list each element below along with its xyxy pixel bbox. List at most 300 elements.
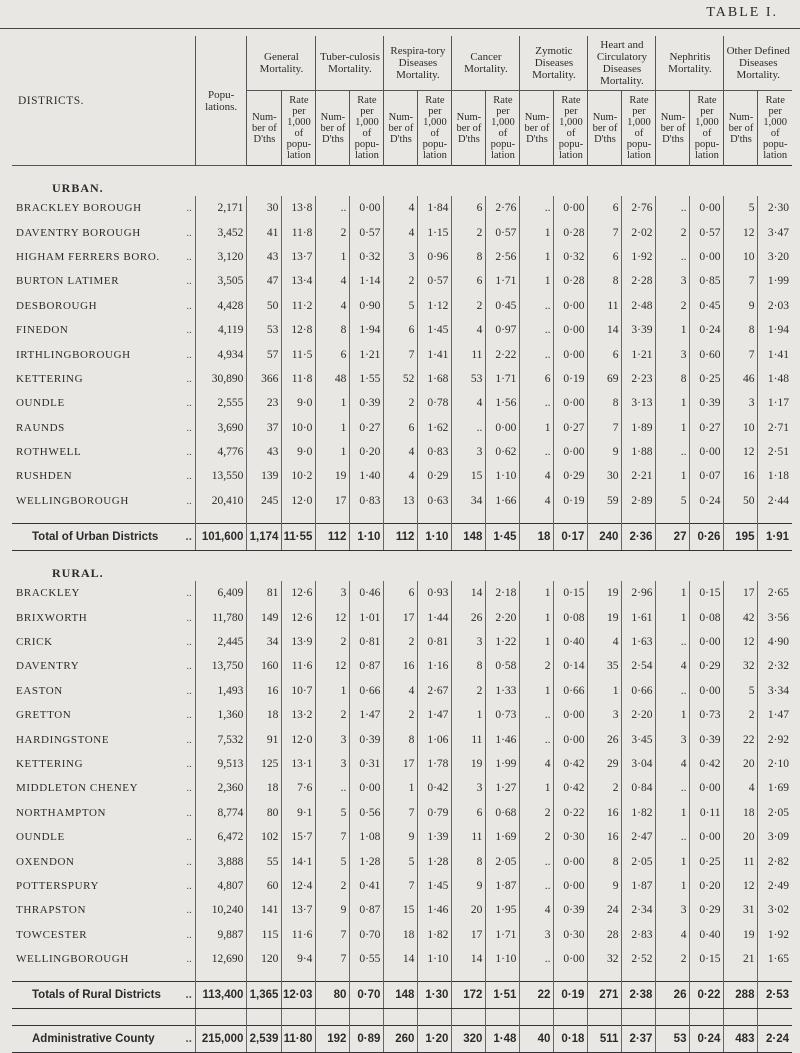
rate-cell: 2·76 (486, 196, 520, 220)
rate-cell: 0·32 (350, 245, 384, 269)
deaths-cell: 8 (656, 367, 690, 391)
rate-cell: 2·65 (758, 581, 792, 605)
district-name: POTTERSPURY .. (16, 879, 192, 892)
district-name: THRAPSTON .. (16, 904, 192, 917)
deaths-cell: 53 (247, 318, 282, 342)
rate-cell: 10·2 (282, 464, 316, 488)
deaths-cell: 40 (520, 1026, 554, 1053)
deaths-cell: 22 (520, 982, 554, 1009)
rate-cell: 0·11 (690, 801, 724, 825)
rate-cell: 2·52 (622, 947, 656, 971)
deaths-cell: 260 (384, 1026, 418, 1053)
deaths-cell: .. (656, 630, 690, 654)
rate-cell: 0·39 (350, 391, 384, 415)
deaths-cell: 34 (247, 630, 282, 654)
deaths-cell: 19 (452, 752, 486, 776)
rate-cell: 0·55 (350, 947, 384, 971)
rate-cell: 0·78 (418, 391, 452, 415)
table-row (12, 776, 792, 800)
table-row (12, 654, 792, 678)
deaths-cell: 16 (724, 464, 758, 488)
rate-cell: 2·28 (622, 269, 656, 293)
deaths-cell: 9 (316, 898, 350, 922)
deaths-cell: 5 (316, 801, 350, 825)
rate-cell: 11·80 (282, 1026, 316, 1053)
rate-cell: 0·27 (690, 416, 724, 440)
deaths-cell: 30 (588, 464, 622, 488)
rate-cell: 0·83 (350, 489, 384, 513)
district-name: WELLINGBOROUGH .. (16, 953, 192, 966)
rate-cell: 1·06 (418, 727, 452, 751)
deaths-cell: 3 (384, 245, 418, 269)
deaths-cell: 4 (588, 630, 622, 654)
deaths-cell: 6 (452, 269, 486, 293)
rate-cell: 0·39 (554, 898, 588, 922)
deaths-cell: 6 (384, 318, 418, 342)
deaths-cell: 3 (316, 752, 350, 776)
deaths-cell: 1 (316, 440, 350, 464)
deaths-cell: 240 (588, 524, 622, 551)
rate-cell: 0·39 (690, 727, 724, 751)
rate-cell: 2·49 (758, 874, 792, 898)
deaths-cell: 91 (247, 727, 282, 751)
rate-cell: 2·53 (758, 982, 792, 1009)
deaths-cell: 5 (724, 679, 758, 703)
rate-cell: 0·66 (350, 679, 384, 703)
deaths-cell: 17 (384, 752, 418, 776)
deaths-cell: 1 (656, 581, 690, 605)
deaths-cell: 69 (588, 367, 622, 391)
deaths-cell: .. (316, 196, 350, 220)
rate-cell: 2·34 (622, 898, 656, 922)
rate-cell: 11·2 (282, 294, 316, 318)
deaths-cell: 6 (520, 367, 554, 391)
rate-cell: 0·20 (350, 440, 384, 464)
rate-cell: 1·62 (418, 416, 452, 440)
deaths-cell: 14 (452, 947, 486, 971)
rate-cell: 1·27 (486, 776, 520, 800)
districts-header: DISTRICTS. (12, 36, 195, 166)
district-name: WELLINGBOROUGH .. (16, 494, 192, 507)
rate-cell: 0·00 (690, 440, 724, 464)
deaths-cell: 1,174 (247, 524, 282, 551)
deaths-cell: 32 (588, 947, 622, 971)
rate-cell: 13·8 (282, 196, 316, 220)
rate-cell: 1·14 (350, 269, 384, 293)
deaths-cell: 8 (588, 849, 622, 873)
group-header: Other Defined Diseases Mortality. (724, 36, 792, 91)
deaths-cell: 1 (656, 874, 690, 898)
deaths-cell: 9 (452, 874, 486, 898)
deaths-cell: 19 (724, 923, 758, 947)
table-row (12, 196, 792, 220)
population-cell: 4,428 (195, 294, 247, 318)
rate-cell: 0·29 (418, 464, 452, 488)
deaths-cell: 3 (316, 581, 350, 605)
deaths-cell: 9 (588, 874, 622, 898)
district-name: RAUNDS .. (16, 421, 192, 434)
district-name: BRACKLEY BOROUGH .. (16, 202, 192, 215)
rate-cell: 0·30 (554, 825, 588, 849)
deaths-cell: 5 (724, 196, 758, 220)
rate-cell: 1·56 (486, 391, 520, 415)
rate-cell: 0·40 (554, 630, 588, 654)
deaths-cell: 17 (316, 489, 350, 513)
rate-cell: 1·08 (350, 825, 384, 849)
rate-cell: 0·63 (418, 489, 452, 513)
deaths-cell: 2 (588, 776, 622, 800)
deaths-cell: 43 (247, 245, 282, 269)
deaths-cell: 2 (452, 679, 486, 703)
deaths-cell: 245 (247, 489, 282, 513)
deaths-cell: 2 (384, 269, 418, 293)
deaths-cell: 3 (520, 923, 554, 947)
deaths-cell: 1 (656, 464, 690, 488)
rate-cell: 0·39 (690, 391, 724, 415)
population-cell: 13,550 (195, 464, 247, 488)
deaths-cell: 125 (247, 752, 282, 776)
deaths-cell: 1 (316, 245, 350, 269)
num-deaths-header: Num-ber of D'ths (247, 91, 282, 166)
district-name: OUNDLE .. (16, 831, 192, 844)
rate-cell: 0·15 (690, 581, 724, 605)
deaths-cell: 8 (724, 318, 758, 342)
rate-cell: 2·76 (622, 196, 656, 220)
rate-cell: 0·07 (690, 464, 724, 488)
rate-cell: 3·02 (758, 898, 792, 922)
num-deaths-header: Num-ber of D'ths (452, 91, 486, 166)
population-cell: 3,120 (195, 245, 247, 269)
rate-cell: 0·97 (486, 318, 520, 342)
rate-cell: 3·39 (622, 318, 656, 342)
deaths-cell: 288 (724, 982, 758, 1009)
rate-cell: 1·28 (350, 849, 384, 873)
rate-cell: 0·00 (690, 196, 724, 220)
deaths-cell: 20 (452, 898, 486, 922)
deaths-cell: 1 (656, 416, 690, 440)
rate-cell: 12·03 (282, 982, 316, 1009)
deaths-cell: 112 (316, 524, 350, 551)
rate-cell: 9·4 (282, 947, 316, 971)
population-cell: 20,410 (195, 489, 247, 513)
rate-cell: 1·48 (758, 367, 792, 391)
deaths-cell: 28 (588, 923, 622, 947)
deaths-cell: 9 (384, 825, 418, 849)
table-row (12, 752, 792, 776)
rate-cell: 0·56 (350, 801, 384, 825)
rate-cell: 0·70 (350, 923, 384, 947)
rate-cell: 12·0 (282, 727, 316, 751)
deaths-cell: 1 (316, 679, 350, 703)
rate-cell: 1·45 (486, 524, 520, 551)
rate-cell: 2·82 (758, 849, 792, 873)
deaths-cell: 19 (588, 581, 622, 605)
deaths-cell: 13 (384, 489, 418, 513)
rate-cell: 1·10 (418, 524, 452, 551)
rate-cell: 0·93 (418, 581, 452, 605)
district-name: RUSHDEN .. (16, 470, 192, 483)
rate-cell: 4·90 (758, 630, 792, 654)
deaths-cell: 24 (588, 898, 622, 922)
rate-cell: 0·28 (554, 269, 588, 293)
table-row (12, 825, 792, 849)
rate-cell: 2·71 (758, 416, 792, 440)
deaths-cell: 11 (452, 727, 486, 751)
district-name: NORTHAMPTON .. (16, 806, 192, 819)
rate-cell: 1·99 (758, 269, 792, 293)
deaths-cell: 3 (452, 440, 486, 464)
deaths-cell: 2 (316, 220, 350, 244)
rate-cell: 0·39 (350, 727, 384, 751)
deaths-cell: 1 (656, 849, 690, 873)
rate-cell: 0·83 (418, 440, 452, 464)
deaths-cell: 6 (452, 801, 486, 825)
deaths-cell: 271 (588, 982, 622, 1009)
rate-cell: 1·44 (418, 605, 452, 629)
deaths-cell: .. (520, 196, 554, 220)
rate-cell: 0·00 (554, 947, 588, 971)
group-header: Cancer Mortality. (452, 36, 520, 91)
table-row (12, 269, 792, 293)
district-name: EASTON .. (16, 684, 192, 697)
deaths-cell: 12 (316, 654, 350, 678)
deaths-cell: 14 (452, 581, 486, 605)
deaths-cell: .. (520, 391, 554, 415)
deaths-cell: 141 (247, 898, 282, 922)
rate-cell: 0·00 (350, 776, 384, 800)
rate-cell: 2·67 (418, 679, 452, 703)
rate-cell: 0·22 (690, 982, 724, 1009)
deaths-cell: 6 (452, 196, 486, 220)
rate-cell: 0·31 (350, 752, 384, 776)
population-cell: 6,409 (195, 581, 247, 605)
deaths-cell: 4 (520, 752, 554, 776)
deaths-cell: 26 (588, 727, 622, 751)
rate-cell: 0·81 (350, 630, 384, 654)
population-cell: 3,690 (195, 416, 247, 440)
rate-cell: 1·21 (350, 342, 384, 366)
group-header: Heart and Circulatory Diseases Mortality. (588, 36, 656, 91)
deaths-cell: .. (520, 849, 554, 873)
rate-cell: 1·12 (418, 294, 452, 318)
rate-cell: 0·08 (690, 605, 724, 629)
population-cell: 4,807 (195, 874, 247, 898)
deaths-cell: 1 (520, 605, 554, 629)
population-cell: 6,472 (195, 825, 247, 849)
deaths-cell: 1,365 (247, 982, 282, 1009)
rate-cell: 12·6 (282, 581, 316, 605)
district-name: BRIXWORTH .. (16, 611, 192, 624)
deaths-cell: 2 (656, 947, 690, 971)
deaths-cell: 4 (384, 679, 418, 703)
deaths-cell: 53 (656, 1026, 690, 1053)
deaths-cell: 1 (520, 269, 554, 293)
rate-cell: 1·47 (758, 703, 792, 727)
rate-cell: 1·69 (758, 776, 792, 800)
deaths-cell: 12 (724, 630, 758, 654)
rate-cell: 0·29 (690, 898, 724, 922)
rate-cell: 1·46 (486, 727, 520, 751)
deaths-cell: 172 (452, 982, 486, 1009)
rate-cell: 1·21 (622, 342, 656, 366)
deaths-cell: 7 (588, 220, 622, 244)
rate-cell: 0·14 (554, 654, 588, 678)
rate-cell: 3·56 (758, 605, 792, 629)
deaths-cell: 4 (384, 464, 418, 488)
page-title: TABLE I. (706, 5, 778, 20)
rate-cell: 0·00 (690, 825, 724, 849)
table-row (12, 703, 792, 727)
rate-cell: 13·9 (282, 630, 316, 654)
rate-cell: 0·19 (554, 982, 588, 1009)
rate-cell: 0·42 (418, 776, 452, 800)
deaths-cell: .. (656, 679, 690, 703)
deaths-cell: 195 (724, 524, 758, 551)
deaths-cell: 8 (452, 654, 486, 678)
rate-cell: 0·19 (554, 489, 588, 513)
rate-cell: 0·00 (554, 294, 588, 318)
district-name: DAVENTRY .. (16, 660, 192, 673)
rate-cell: 1·15 (418, 220, 452, 244)
rate-cell: 3·20 (758, 245, 792, 269)
population-cell: 113,400 (195, 982, 247, 1009)
population-cell: 2,171 (195, 196, 247, 220)
rate-cell: 0·22 (554, 801, 588, 825)
deaths-cell: .. (520, 342, 554, 366)
rate-cell: 1·87 (622, 874, 656, 898)
deaths-cell: 148 (384, 982, 418, 1009)
deaths-cell: .. (520, 440, 554, 464)
table-row (12, 464, 792, 488)
deaths-cell: 7 (316, 825, 350, 849)
deaths-cell: 48 (316, 367, 350, 391)
rate-cell: 0·25 (690, 367, 724, 391)
deaths-cell: 8 (588, 391, 622, 415)
deaths-cell: 1 (588, 679, 622, 703)
deaths-cell: 511 (588, 1026, 622, 1053)
deaths-cell: 12 (316, 605, 350, 629)
population-cell: 8,774 (195, 801, 247, 825)
deaths-cell: 15 (384, 898, 418, 922)
rate-cell: 0·00 (690, 245, 724, 269)
deaths-cell: 8 (588, 269, 622, 293)
mortality-table (12, 36, 792, 1053)
deaths-cell: 5 (316, 849, 350, 873)
rate-cell: 0·00 (554, 391, 588, 415)
rate-cell: 9·1 (282, 801, 316, 825)
deaths-cell: 3 (588, 703, 622, 727)
district-name: OUNDLE .. (16, 397, 192, 410)
deaths-cell: 4 (452, 391, 486, 415)
deaths-cell: 2 (452, 294, 486, 318)
rate-cell: 2·18 (486, 581, 520, 605)
rate-cell: 0·68 (486, 801, 520, 825)
rate-cell: 1·48 (486, 1026, 520, 1053)
deaths-cell: 3 (452, 776, 486, 800)
total-row (12, 524, 792, 551)
deaths-cell: 20 (724, 825, 758, 849)
rate-cell: 0·90 (350, 294, 384, 318)
rate-cell: 1·45 (418, 318, 452, 342)
deaths-cell: 3 (656, 898, 690, 922)
rate-cell: 3·13 (622, 391, 656, 415)
rate-cell: 0·66 (622, 679, 656, 703)
rate-cell: 7·6 (282, 776, 316, 800)
rate-cell: 1·99 (486, 752, 520, 776)
rate-cell: 0·96 (418, 245, 452, 269)
rate-cell: 0·41 (350, 874, 384, 898)
rate-cell: 2·20 (486, 605, 520, 629)
population-cell: 2,445 (195, 630, 247, 654)
deaths-cell: 43 (247, 440, 282, 464)
num-deaths-header: Num-ber of D'ths (588, 91, 622, 166)
deaths-cell: 1 (656, 703, 690, 727)
deaths-cell: 12 (724, 220, 758, 244)
rate-cell: 0·25 (690, 849, 724, 873)
deaths-cell: 17 (384, 605, 418, 629)
deaths-cell: 120 (247, 947, 282, 971)
deaths-cell: 1 (520, 630, 554, 654)
deaths-cell: 5 (656, 489, 690, 513)
rate-cell: 12·0 (282, 489, 316, 513)
deaths-cell: 16 (247, 679, 282, 703)
district-name: GRETTON .. (16, 709, 192, 722)
rate-cell: 3·45 (622, 727, 656, 751)
rate-cell: 0·27 (554, 416, 588, 440)
rate-cell: 1·95 (486, 898, 520, 922)
table-row (12, 923, 792, 947)
deaths-cell: 115 (247, 923, 282, 947)
rate-cell: 0·66 (554, 679, 588, 703)
district-name: TOWCESTER .. (16, 928, 192, 941)
deaths-cell: 102 (247, 825, 282, 849)
deaths-cell: 1 (316, 391, 350, 415)
rate-cell: 1·01 (350, 605, 384, 629)
rate-cell: 1·20 (418, 1026, 452, 1053)
num-deaths-header: Num-ber of D'ths (656, 91, 690, 166)
rate-cell: 2·30 (758, 196, 792, 220)
table-row (12, 581, 792, 605)
rate-cell: 1·17 (758, 391, 792, 415)
deaths-cell: .. (452, 416, 486, 440)
deaths-cell: 6 (588, 342, 622, 366)
rate-cell: 0·00 (554, 342, 588, 366)
population-cell: 9,513 (195, 752, 247, 776)
population-cell: 2,360 (195, 776, 247, 800)
rate-cell: 0·42 (690, 752, 724, 776)
population-cell: 10,240 (195, 898, 247, 922)
num-deaths-header: Num-ber of D'ths (384, 91, 418, 166)
rate-cell: 13·4 (282, 269, 316, 293)
rate-cell: 0·57 (690, 220, 724, 244)
rate-cell: 1·66 (486, 489, 520, 513)
rate-cell: 2·22 (486, 342, 520, 366)
deaths-cell: 7 (384, 801, 418, 825)
rate-cell: 0·79 (418, 801, 452, 825)
group-header: Nephritis Mortality. (656, 36, 724, 91)
rate-cell: 1·41 (418, 342, 452, 366)
deaths-cell: 8 (452, 245, 486, 269)
deaths-cell: 16 (588, 801, 622, 825)
rate-header: Rate per 1,000 of popu-lation (758, 91, 792, 166)
deaths-cell: 10 (724, 245, 758, 269)
rate-cell: 2·48 (622, 294, 656, 318)
population-cell: 12,690 (195, 947, 247, 971)
rate-cell: 1·10 (486, 464, 520, 488)
rate-cell: 2·47 (622, 825, 656, 849)
rate-cell: 0·00 (690, 679, 724, 703)
population-cell: 4,776 (195, 440, 247, 464)
